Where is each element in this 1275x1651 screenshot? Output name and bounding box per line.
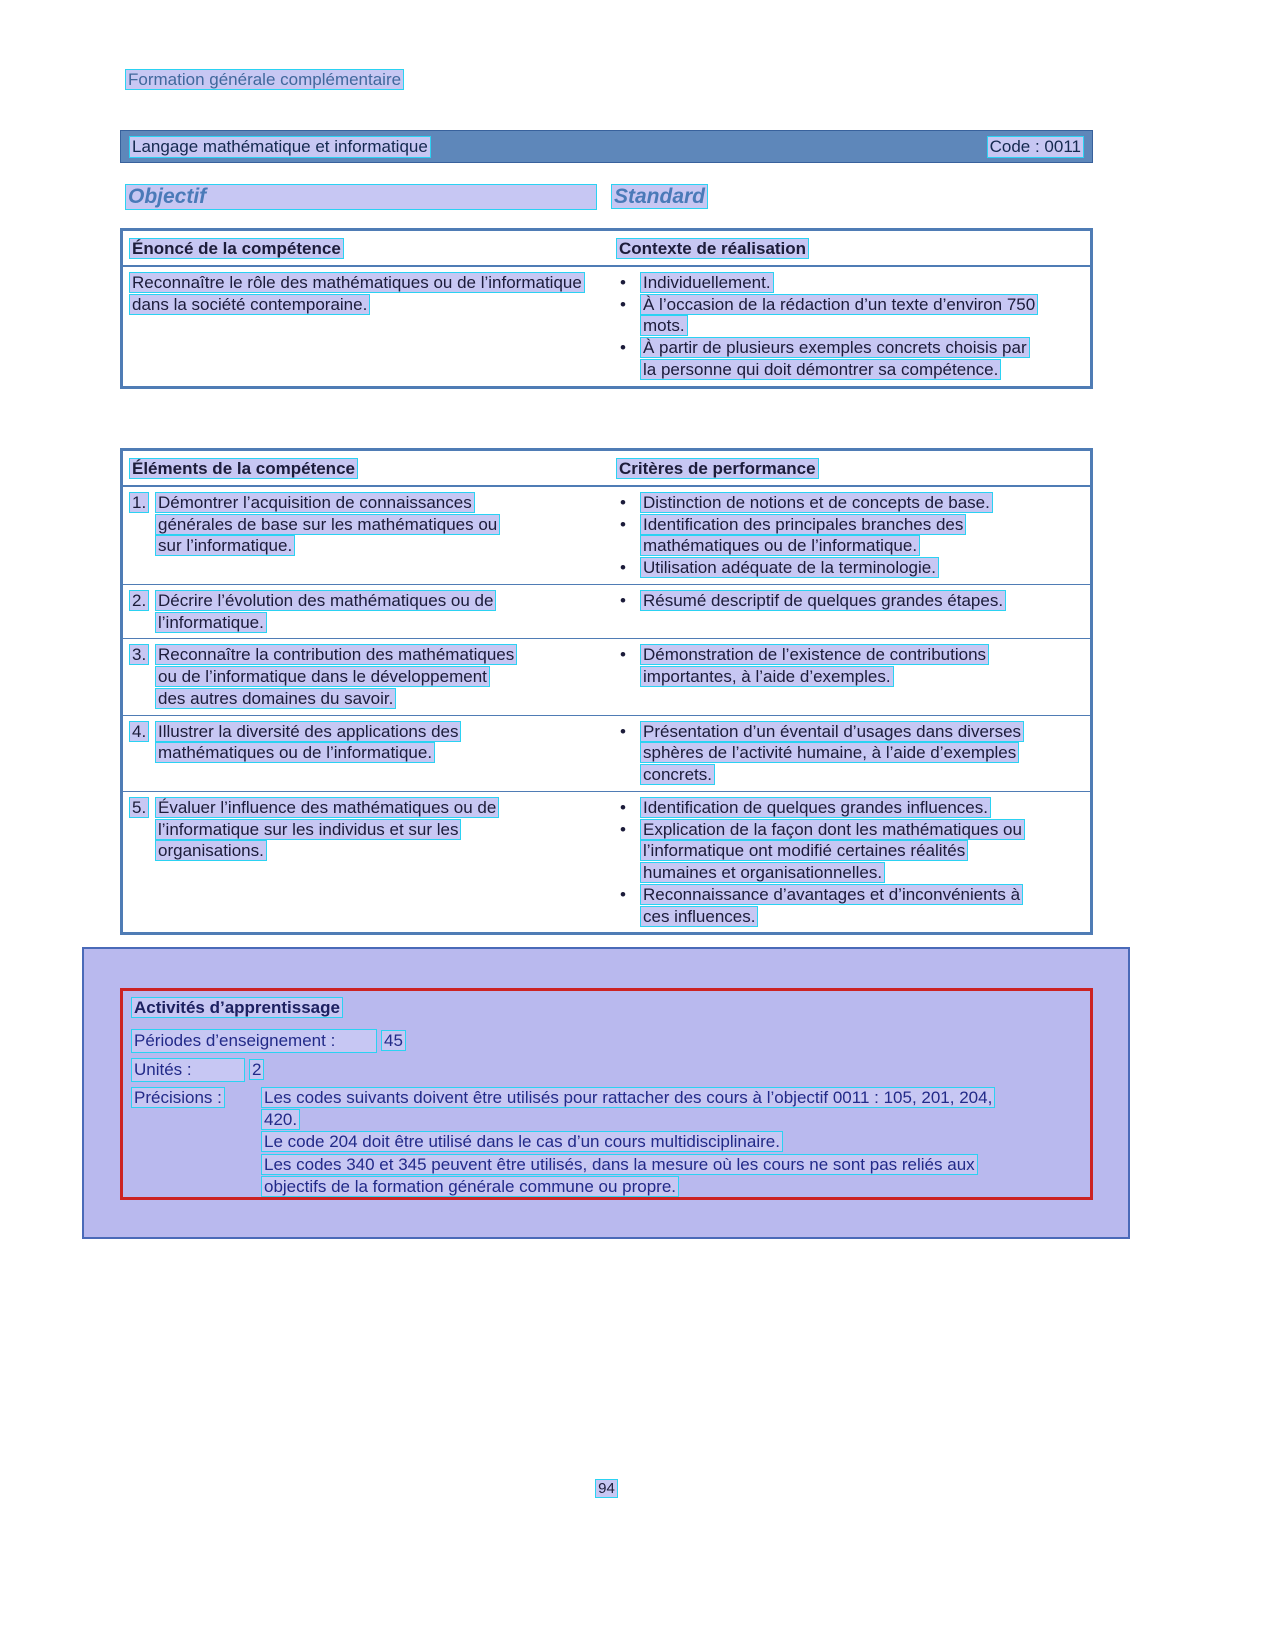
activities-panel <box>82 947 1130 1239</box>
title-bar <box>120 130 1093 163</box>
bullet-icon: • <box>620 590 626 610</box>
precision-line <box>261 1087 1029 1131</box>
objectif-heading: Objectif <box>125 184 597 210</box>
performance-bullet-list <box>616 492 1084 579</box>
precision-line-text: Les codes 340 et 345 peuvent être utilisés, dans la mesure où les cours ne sont pas reliés aux objectifs de la formation générale commune ou propre. <box>261 1154 978 1197</box>
standard-heading: Standard <box>611 184 708 209</box>
units-label: Unités : <box>131 1058 245 1082</box>
performance-bullet-text: Résumé descriptif de quelques grandes étapes. <box>640 590 1006 611</box>
contexte-bullet-text: À l’occasion de la rédaction d’un texte d’environ 750 mots. <box>640 294 1038 337</box>
page-number: 94 <box>595 1479 618 1498</box>
element-text: Démontrer l’acquisition de connaissances générales de base sur les mathématiques ou sur l’informatique. <box>155 492 500 557</box>
element-text: Illustrer la diversité des applications des mathématiques ou de l’informatique. <box>155 721 461 764</box>
elements-table <box>120 448 1093 935</box>
elements-table-header <box>123 451 1090 487</box>
bullet-icon: • <box>620 492 626 512</box>
bullet-icon: • <box>620 721 626 741</box>
bullet-item <box>616 294 1084 338</box>
precision-line <box>261 1131 1029 1153</box>
activities-title-row <box>131 997 1082 1019</box>
performance-bullet-text: Identification des principales branches des mathématiques ou de l’informatique. <box>640 514 966 557</box>
bullet-item <box>616 557 1084 579</box>
performance-bullet-list <box>616 644 1084 709</box>
bullet-item <box>616 337 1084 381</box>
element-cell <box>129 492 616 579</box>
bullet-icon: • <box>620 645 626 665</box>
precision-line-text: Le code 204 doit être utilisé dans le cas d’un cours multidisciplinaire. <box>261 1131 783 1152</box>
element-number: 5. <box>129 797 149 818</box>
bullet-icon: • <box>620 797 626 817</box>
element-cell <box>129 797 616 928</box>
enonce-table-header <box>123 231 1090 267</box>
precisions-row <box>131 1087 1082 1197</box>
title-bar-title: Langage mathématique et informatique <box>129 136 431 158</box>
element-row <box>123 715 1090 791</box>
performance-bullet-list <box>616 721 1084 786</box>
activities-box <box>120 988 1093 1200</box>
performance-bullet-text: Utilisation adéquate de la terminologie. <box>640 557 939 578</box>
performance-bullet-text: Distinction de notions et de concepts de base. <box>640 492 993 513</box>
contexte-bullet-text: Individuellement. <box>640 272 774 293</box>
element-row <box>123 487 1090 584</box>
bullet-icon: • <box>620 558 626 577</box>
running-header-text: Formation générale complémentaire <box>125 69 404 90</box>
section-headings <box>125 184 708 210</box>
precisions-label: Précisions : <box>131 1087 225 1108</box>
enonce-header-right: Contexte de réalisation <box>616 238 809 259</box>
element-text: Décrire l’évolution des mathématiques ou de l’informatique. <box>155 590 496 633</box>
element-number: 4. <box>129 721 149 742</box>
precisions-lines <box>261 1087 1029 1197</box>
elements-header-left-cell <box>129 458 616 480</box>
performance-bullet-list <box>616 797 1084 928</box>
precision-line-text: Les codes suivants doivent être utilisés pour rattacher des cours à l’objectif 0011 : 105, 201, 204, 420. <box>261 1087 995 1130</box>
bullet-item <box>616 797 1084 819</box>
enonce-header-left: Énoncé de la compétence <box>129 238 344 259</box>
bullet-item <box>616 492 1084 514</box>
bullet-icon: • <box>620 514 626 534</box>
enonce-table <box>120 228 1093 389</box>
activities-title: Activités d’apprentissage <box>131 997 343 1018</box>
element-text: Évaluer l’influence des mathématiques ou de l’informatique sur les individus et sur les organisations. <box>155 797 499 862</box>
title-bar-code: Code : 0011 <box>987 136 1084 158</box>
periods-label: Périodes d’enseignement : <box>131 1029 377 1053</box>
bullet-icon: • <box>620 294 626 314</box>
bullet-item <box>616 884 1084 928</box>
bullet-icon: • <box>620 884 626 904</box>
performance-bullet-text: Démonstration de l’existence de contributions importantes, à l’aide d’exemples. <box>640 644 989 687</box>
element-row <box>123 584 1090 639</box>
bullet-icon: • <box>620 272 626 292</box>
bullet-item <box>616 590 1084 612</box>
elements-header-right: Critères de performance <box>616 458 819 479</box>
performance-bullet-text: Présentation d’un éventail d’usages dans diverses sphères de l’activité humaine, à l’aide d’exemples concrets. <box>640 721 1024 786</box>
enonce-text: Reconnaître le rôle des mathématiques ou de l’informatique dans la société contemporaine. <box>129 272 585 315</box>
bullet-item <box>616 272 1084 294</box>
precision-line <box>261 1154 1029 1198</box>
page-number-row <box>0 1480 1213 1497</box>
element-number: 3. <box>129 644 149 665</box>
contexte-bullet-list <box>616 272 1084 381</box>
enonce-table-body <box>123 267 1090 386</box>
bullet-item <box>616 819 1084 884</box>
performance-bullet-list <box>616 590 1084 634</box>
bullet-item <box>616 721 1084 786</box>
bullet-item <box>616 514 1084 558</box>
elements-header-left: Éléments de la compétence <box>129 458 358 479</box>
enonce-cell <box>129 272 616 381</box>
performance-bullet-text: Reconnaissance d’avantages et d’inconvénients à ces influences. <box>640 884 1023 927</box>
contexte-bullet-text: À partir de plusieurs exemples concrets choisis par la personne qui doit démontrer sa compétence. <box>640 337 1030 380</box>
element-text: Reconnaître la contribution des mathématiques ou de l’informatique dans le développement des autres domaines du savoir. <box>155 644 517 709</box>
periods-value: 45 <box>381 1030 406 1051</box>
bullet-icon: • <box>620 819 626 839</box>
enonce-header-right-cell <box>616 238 1084 260</box>
element-row <box>123 791 1090 933</box>
elements-header-right-cell <box>616 458 1084 480</box>
bullet-icon: • <box>620 338 626 357</box>
performance-bullet-text: Explication de la façon dont les mathématiques ou l’informatique ont modifié certaines réalités humaines et organisationnelles. <box>640 819 1025 884</box>
bullet-item <box>616 644 1084 688</box>
element-cell <box>129 590 616 634</box>
units-value: 2 <box>249 1059 264 1080</box>
element-number: 1. <box>129 492 149 513</box>
units-row <box>131 1058 1082 1082</box>
performance-bullet-text: Identification de quelques grandes influences. <box>640 797 991 818</box>
enonce-header-left-cell <box>129 238 616 260</box>
element-number: 2. <box>129 590 149 611</box>
element-row <box>123 638 1090 714</box>
running-header <box>125 70 404 90</box>
periods-row <box>131 1029 1082 1053</box>
element-cell <box>129 644 616 709</box>
element-cell <box>129 721 616 786</box>
